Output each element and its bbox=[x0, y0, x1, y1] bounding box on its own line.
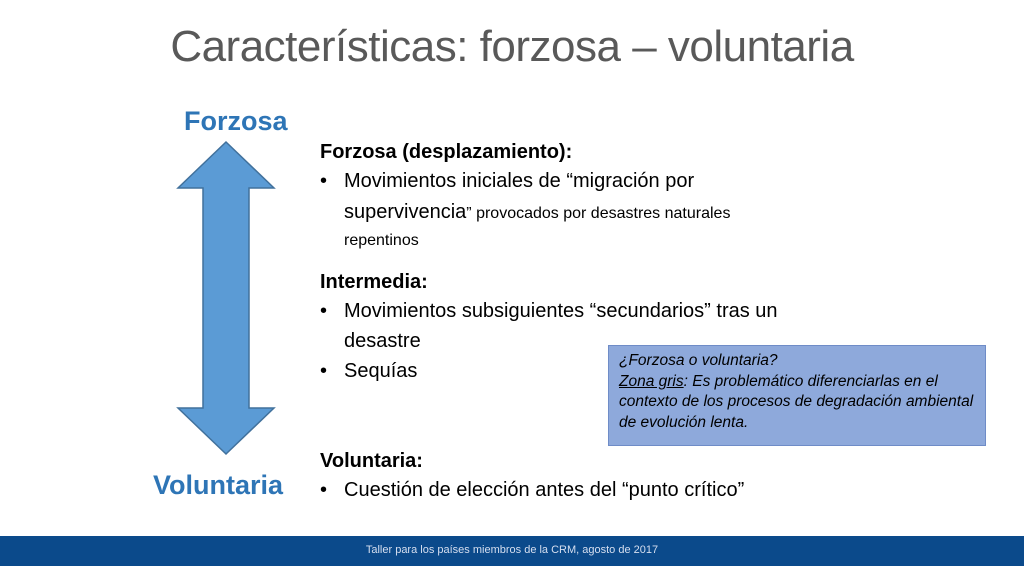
double-arrow-icon bbox=[176, 140, 276, 456]
footer-text: Taller para los países miembros de la CRM, agosto de 2017 bbox=[365, 544, 659, 556]
gray-zone-callout bbox=[608, 345, 986, 446]
callout-question: ¿Forzosa o voluntaria? bbox=[619, 352, 778, 369]
bullet-dot: • bbox=[320, 360, 328, 382]
callout-text: : Es problemático diferenciarlas en el contexto de los procesos de degradación ambiental de evolución lenta. bbox=[619, 372, 974, 431]
callout-term: Zona gris bbox=[619, 372, 684, 390]
bullet-text: Cuestión de elección antes del “punto crítico” bbox=[344, 479, 745, 501]
section-forzosa bbox=[320, 141, 900, 252]
scale-label-forzosa: Forzosa bbox=[184, 106, 288, 136]
bullet-text: Sequías bbox=[344, 360, 418, 382]
bullet-text: repentinos bbox=[344, 232, 419, 249]
bullet-text: Movimientos iniciales de “migración por bbox=[344, 170, 695, 192]
bullet-text: supervivencia bbox=[344, 201, 467, 223]
list-item bbox=[320, 475, 900, 505]
footer-bar bbox=[0, 536, 1024, 566]
bullet-text: ” provocados por desastres naturales bbox=[466, 205, 731, 222]
bullet-dot: • bbox=[320, 300, 328, 322]
bullet-dot: • bbox=[320, 170, 328, 192]
section-heading: Intermedia: bbox=[320, 271, 428, 293]
list-item bbox=[320, 166, 900, 252]
section-heading: Forzosa (desplazamiento): bbox=[320, 141, 573, 163]
bullet-dot: • bbox=[320, 479, 328, 501]
section-voluntaria bbox=[320, 450, 900, 505]
section-heading: Voluntaria: bbox=[320, 450, 423, 472]
bullet-text: Movimientos subsiguientes “secundarios” tras un bbox=[344, 300, 778, 322]
scale-label-voluntaria: Voluntaria bbox=[153, 470, 284, 500]
slide-title: Características: forzosa – voluntaria bbox=[170, 22, 854, 71]
bullet-text: desastre bbox=[344, 330, 421, 352]
